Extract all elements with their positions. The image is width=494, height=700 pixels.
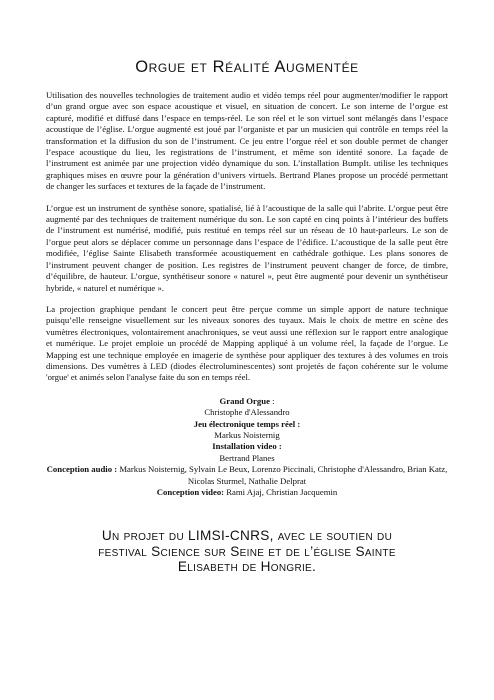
credit-concept-video <box>46 487 448 498</box>
credits-block <box>46 396 448 499</box>
credit-names: Markus Noisternig, Sylvain Le Beux, Lorenzo Piccinali, Christophe d'Alessandro, Brian Katz, Nicolas Sturmel, Nathalie Delprat <box>117 464 448 486</box>
document-title: Orgue et Réalité Augmentée <box>135 58 359 76</box>
paragraph-synthesis: L’orgue est un instrument de synthèse sonore, spatialisé, lié à l’acoustique de la salle qui l’abrite. L’orgue peut être augmenté par des techniques de traitement numérique du son. Le son capté en cinq points à l’intérieur des buffets de l’instrument est numérisé, modifié, puis restitué en temps réel sur un réseau de 10 haut-parleurs. Le son de l’orgue peut alors se déplacer comme un personnage dans l’espace de l’édifice. L’acoustique de la salle peut être modifiée, l’église Sainte Elisabeth transformée acoustiquement en cathédrale gothique. Les plans sonores de l’instrument peuvent changer de position. Les registres de l’instrument peuvent changer de force, de timbre, d’équilibre, de hauteur. L’orgue, synthétiseur sonore « naturel », peut être augmenté pour devenir un synthétiseur hybride, « naturel et numérique ». <box>46 202 448 293</box>
credit-video <box>46 441 448 452</box>
credit-label: Installation video : <box>212 441 282 452</box>
credit-label: Jeu électronique temps réel : <box>193 418 301 429</box>
footer-sponsors <box>46 528 448 575</box>
credit-label: Grand Orgue <box>219 395 270 406</box>
credit-jeu <box>46 419 448 430</box>
credit-label: Conception video: <box>156 487 225 497</box>
footer-line: festival Science sur Seine et de l’église Sainte <box>98 543 396 559</box>
credit-name: Markus Noisternig <box>214 429 280 440</box>
credit-audio <box>46 464 448 487</box>
credit-separator: : <box>269 395 275 406</box>
credit-label: Conception audio : <box>46 464 118 475</box>
paragraph-intro: Utilisation des nouvelles technologies de traitement audio et vidéo temps réel pour augmenter/modifier le rapport d’un grand orgue avec son espace acoustique et visuel, en situation de concert. Le son interne de l’orgue est capturé, modifié et diffusé dans l’espace en temps-réel. Le son réel et le son virtuel sont mélangés dans l’espace acoustique de l’église. L’orgue augmenté est joué par l’organiste et par un musicien qui contrôle en temps réel la transformation et la diffusion du son de l’instrument. Ce jeu entre l’orgue réel et son double permet de changer l’espace acoustique du lieu, les registrations de l’instrument, et même son identité sonore. La façade de l’instrument est animée par une projection vidéo dynamique du son. L’installation BumpIt. utilise les techniques graphiques mises en œuvre pour la génération d’univers virtuels. Bertrand Planes propose un procédé permettant de changer les surfaces et textures de la façade de l’instrument. <box>46 90 448 192</box>
credit-name: Christophe d'Alessandro <box>204 407 290 418</box>
credit-grand-orgue <box>46 396 448 407</box>
footer-line: Un projet du LIMSI-CNRS, avec le soutien du <box>101 528 393 544</box>
credit-name: Bertrand Planes <box>219 452 275 463</box>
footer-line: Elisabeth de Hongrie. <box>177 559 317 575</box>
credit-names: Rami Ajaj, Christian Jacquemin <box>224 487 338 497</box>
paragraph-projection: La projection graphique pendant le concert peut être perçue comme un simple apport de nature technique puisqu’elle renseigne visuellement sur les niveaux sonores des tuyaux. Mais le choix de mettre en scène des vumètres électroniques, volontairement anachroniques, se veut aussi une réflexion sur le rapport entre analogique et numérique. Le projet emploie un procédé de Mapping appliqué à un volume réel, la façade de l’orgue. Le Mapping est une technique employée en imagerie de synthèse pour appliquer des textures à des volumes en trois dimensions. Des vumètres à LED (diodes électroluminescentes) sont projetés de façon cohérente sur le volume 'orgue' et animés selon l'analyse faite du son en temps réel. <box>46 303 448 383</box>
